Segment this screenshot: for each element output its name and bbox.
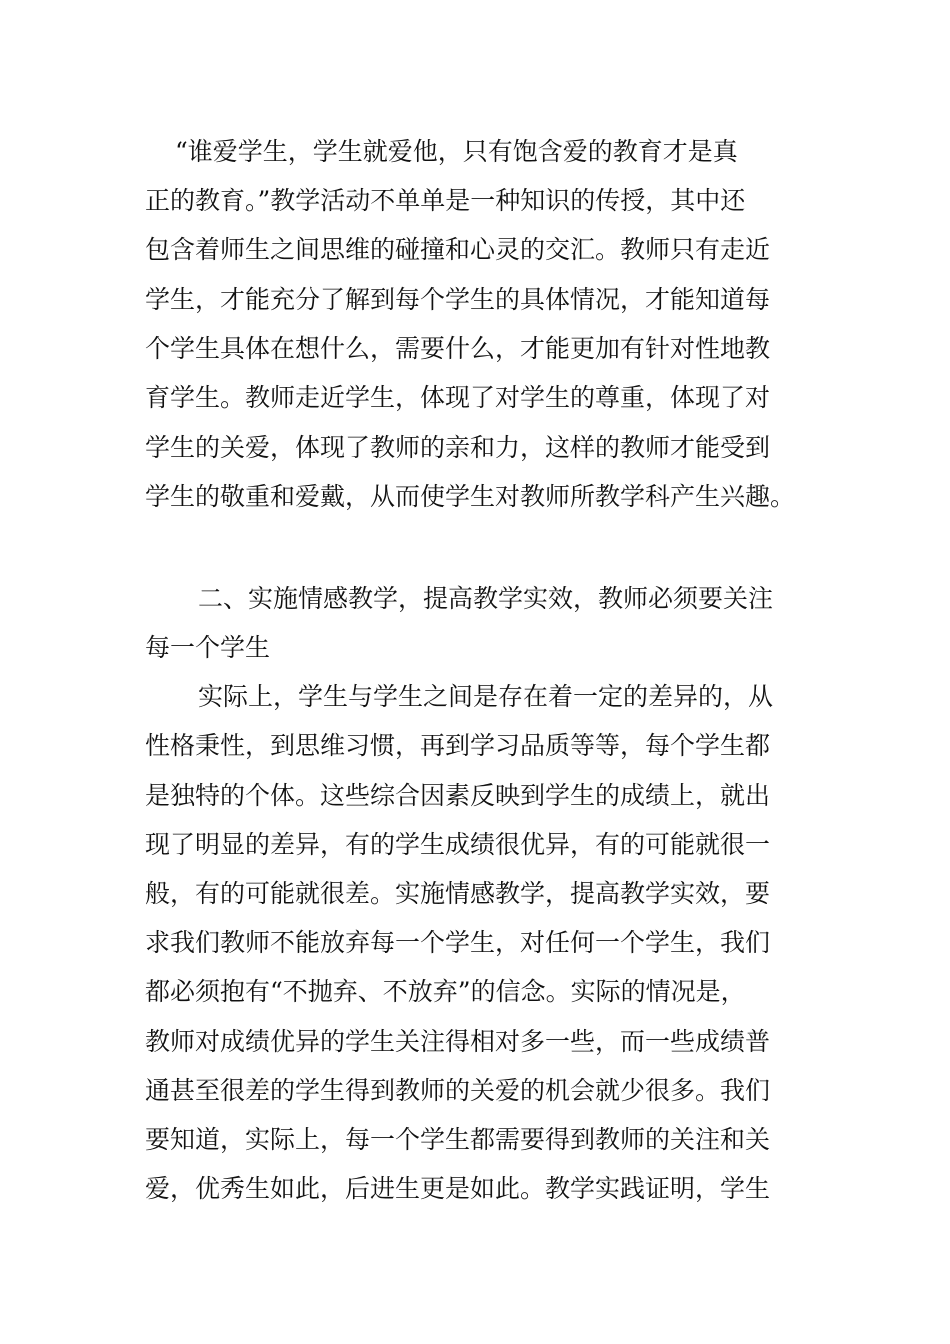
paragraph-1-line <box>0 329 950 369</box>
text-line: 都必须抱有“不抛弃、不放弃”的信念。实际的情况是， <box>145 977 746 1006</box>
text-line: 育学生。教师走近学生，体现了对学生的尊重，体现了对 <box>145 383 771 412</box>
paragraph-1-line <box>0 132 950 172</box>
text-line: 学生的敬重和爱戴，从而使学生对教师所教学科产生兴趣。 <box>145 482 796 511</box>
section-heading-line <box>0 579 950 619</box>
paragraph-2-line <box>0 923 950 963</box>
paragraph-2-line <box>0 776 950 816</box>
text-line: 是独特的个体。这些综合因素反映到学生的成绩上，就出 <box>145 781 771 810</box>
text-line: 学生，才能充分了解到每个学生的具体情况，才能知道每 <box>145 285 771 314</box>
paragraph-1-line <box>0 280 950 320</box>
paragraph-2-line <box>0 874 950 914</box>
text-line: 包含着师生之间思维的碰撞和心灵的交汇。教师只有走近 <box>145 235 771 264</box>
paragraph-1-line <box>0 477 950 517</box>
heading-text: 每一个学生 <box>145 633 271 662</box>
paragraph-1-line <box>0 428 950 468</box>
text-line: “谁爱学生，学生就爱他，只有饱含爱的教育才是真 <box>175 137 738 166</box>
paragraph-2-line <box>0 1120 950 1160</box>
paragraph-2-line <box>0 1071 950 1111</box>
paragraph-2-line <box>0 726 950 766</box>
text-line: 通甚至很差的学生得到教师的关爱的机会就少很多。我们 <box>145 1076 771 1105</box>
paragraph-2-line <box>0 1169 950 1209</box>
section-heading-line <box>0 628 950 668</box>
text-line: 爱，优秀生如此，后进生更是如此。教学实践证明，学生 <box>145 1174 771 1203</box>
paragraph-1-line <box>0 378 950 418</box>
paragraph-2-line <box>0 1022 950 1062</box>
paragraph-2-line <box>0 972 950 1012</box>
text-line: 实际上，学生与学生之间是存在着一定的差异的，从 <box>198 682 774 711</box>
paragraph-1-line <box>0 230 950 270</box>
text-line: 正的教育。”教学活动不单单是一种知识的传授，其中还 <box>145 186 746 215</box>
text-line: 性格秉性，到思维习惯，再到学习品质等等，每个学生都 <box>145 731 771 760</box>
text-line: 般，有的可能就很差。实施情感教学，提高教学实效，要 <box>145 879 771 908</box>
text-line: 学生的关爱，体现了教师的亲和力，这样的教师才能受到 <box>145 433 771 462</box>
text-line: 现了明显的差异，有的学生成绩很优异，有的可能就很一 <box>145 830 771 859</box>
text-line: 个学生具体在想什么，需要什么，才能更加有针对性地教 <box>145 334 771 363</box>
paragraph-2-line <box>0 825 950 865</box>
text-line: 求我们教师不能放弃每一个学生，对任何一个学生，我们 <box>145 928 771 957</box>
text-line: 教师对成绩优异的学生关注得相对多一些，而一些成绩普 <box>145 1027 771 1056</box>
paragraph-2-line <box>0 677 950 717</box>
paragraph-1-line <box>0 181 950 221</box>
text-line: 要知道，实际上，每一个学生都需要得到教师的关注和关 <box>145 1125 771 1154</box>
heading-text: 二、实施情感教学，提高教学实效，教师必须要关注 <box>198 584 774 613</box>
